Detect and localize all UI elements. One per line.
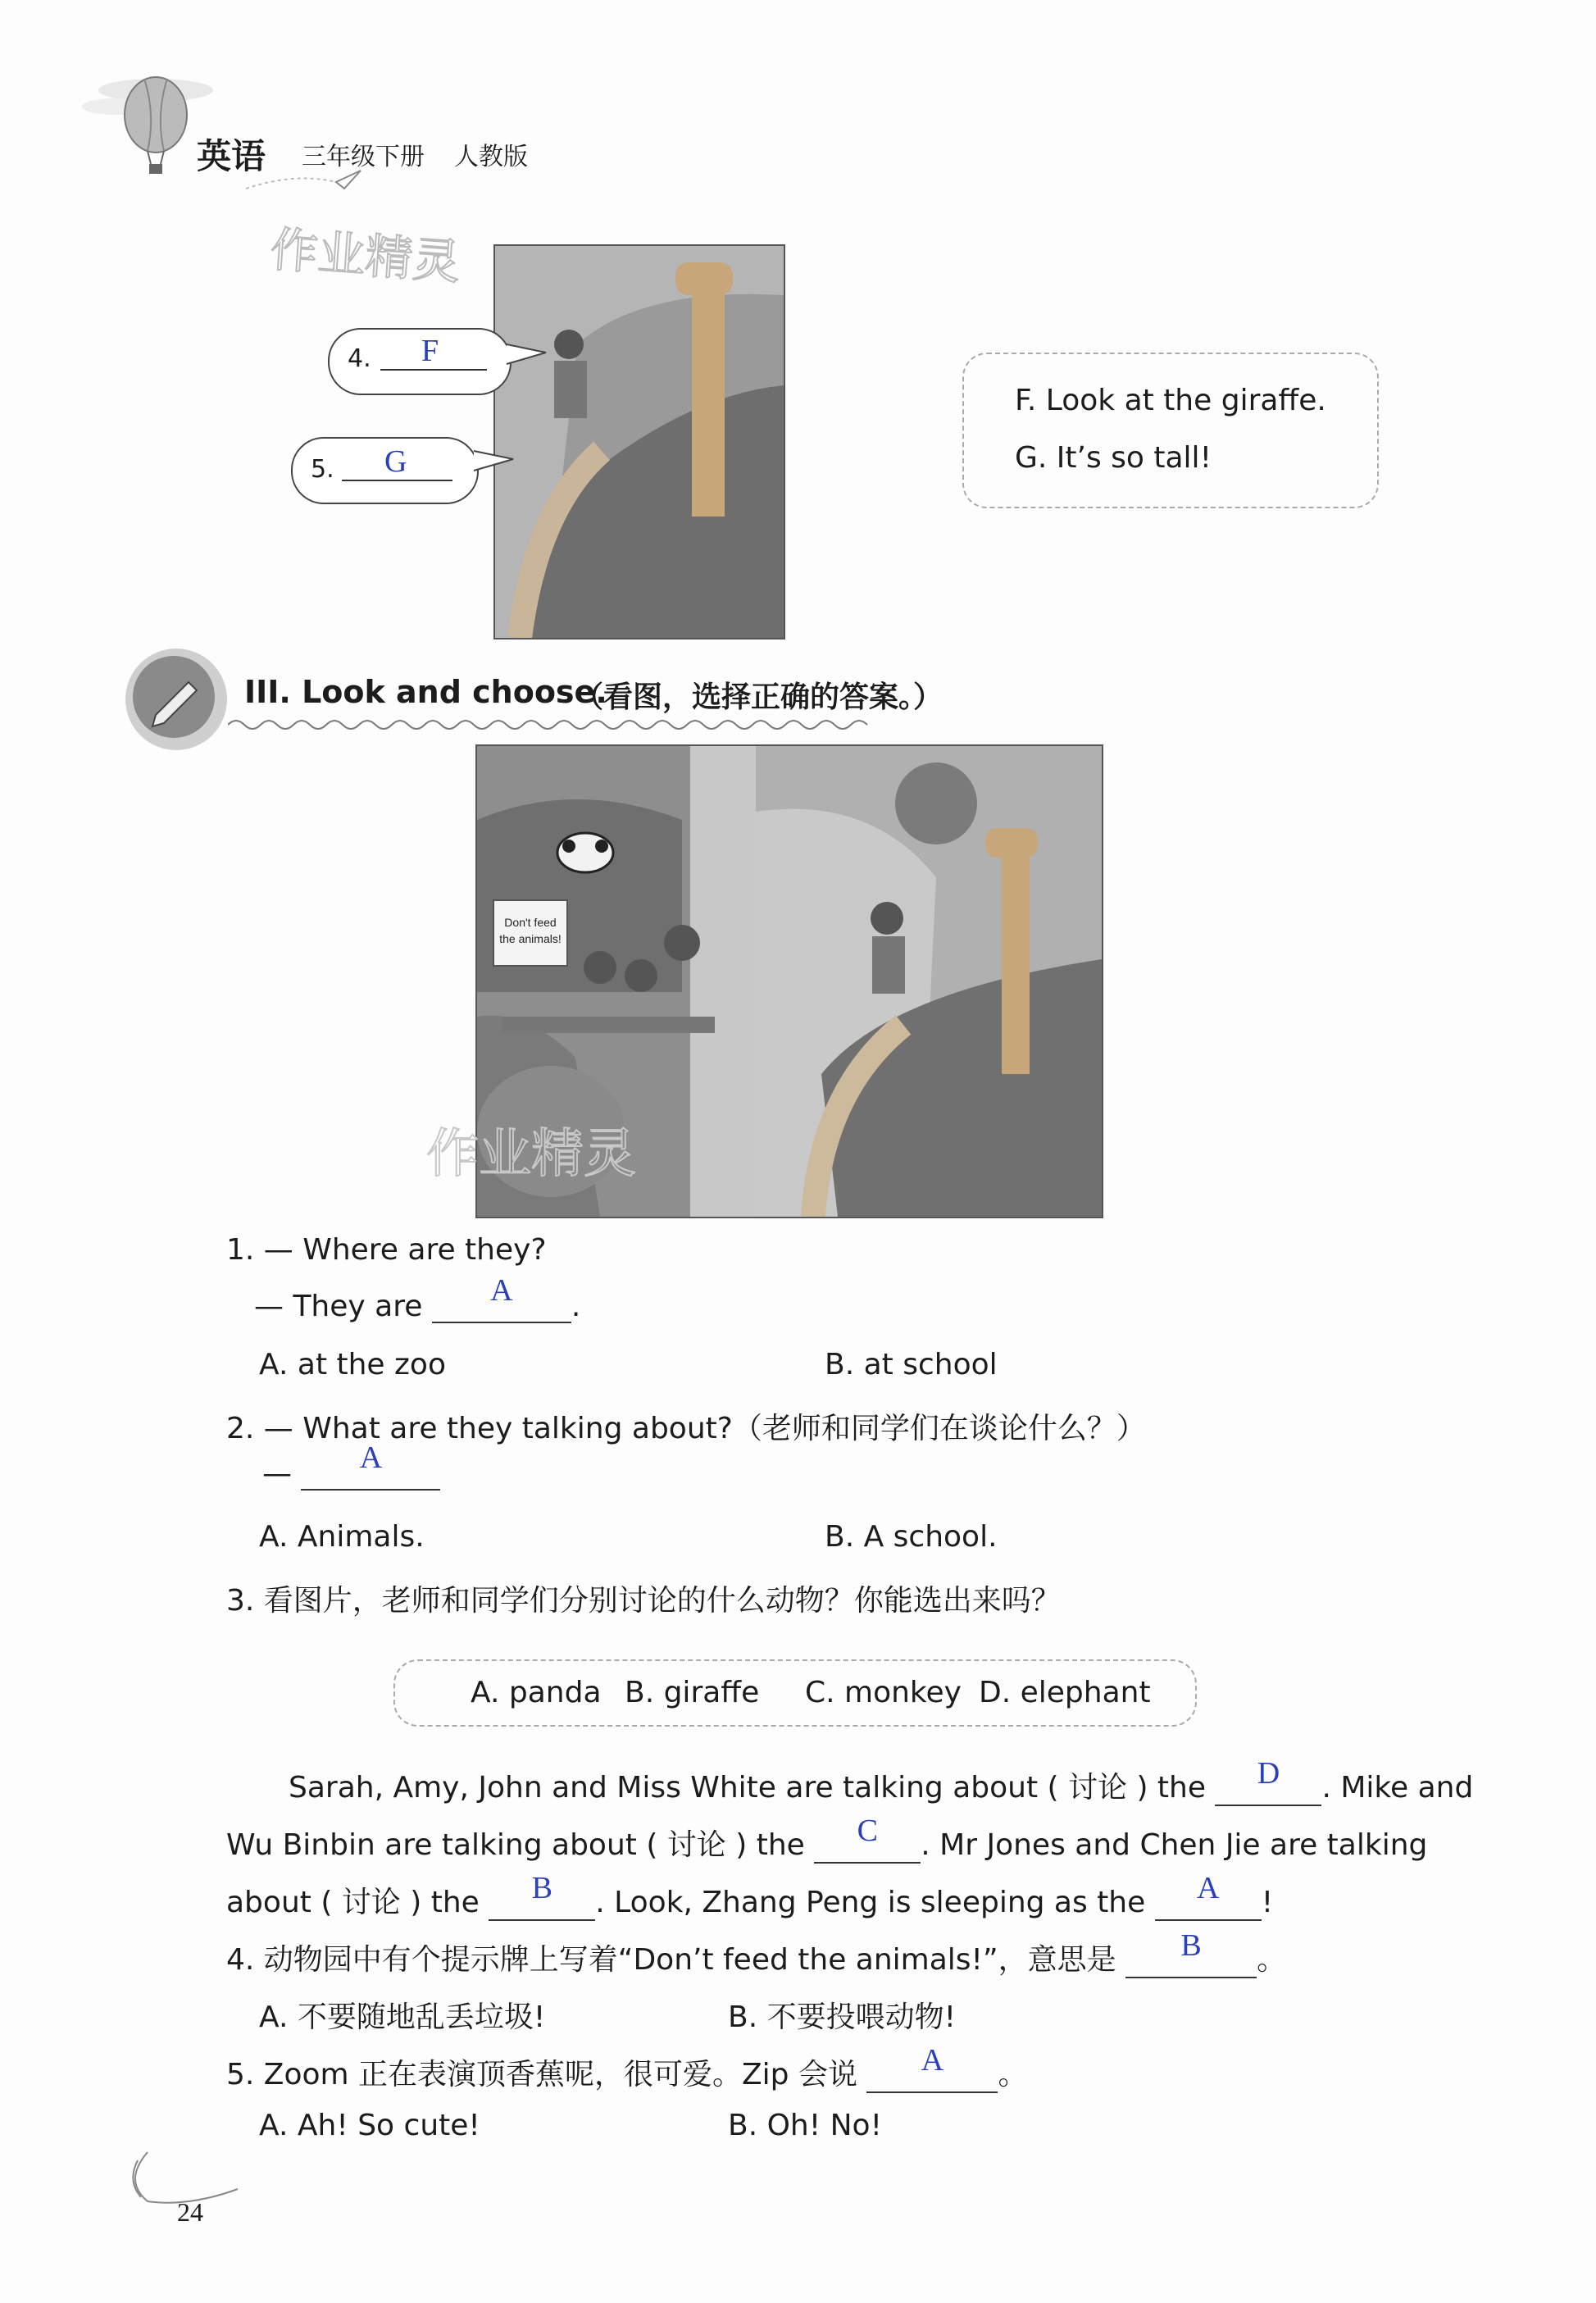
q4-answer-blank[interactable] xyxy=(1125,1928,1257,1978)
speech-bubble-5 xyxy=(291,437,479,504)
q3-text-4: . Mr Jones and Chen Jie are talking xyxy=(921,1828,1428,1862)
q5-end: 。 xyxy=(998,2058,1028,2091)
q5-option-b: B. Oh! No! xyxy=(728,2109,882,2142)
watermark-top: 作业精灵 xyxy=(268,221,462,290)
q1-answer: A xyxy=(490,1273,513,1308)
sign-line2: the animals! xyxy=(499,932,562,945)
q3-option-panda: A. panda xyxy=(471,1676,602,1709)
q3-answer-4: A xyxy=(1197,1871,1220,1905)
header-book: 三年级下册 xyxy=(302,143,425,171)
q4-end: 。 xyxy=(1257,1943,1287,1977)
q1-answer-suffix: . xyxy=(571,1290,581,1323)
q3-text-3: Wu Binbin are talking about ( 讨论 ) the xyxy=(226,1828,805,1862)
q3-text-6: . Look, Zhang Peng is sleeping as the xyxy=(595,1886,1146,1919)
q5-question xyxy=(226,2043,1028,2093)
q3-text-1: Sarah, Amy, John and Miss White are talking about ( 讨论 ) the xyxy=(289,1771,1207,1805)
q3-text-7: ! xyxy=(1261,1886,1274,1919)
paper-plane-icon xyxy=(246,164,369,197)
section-title: III. Look and choose. xyxy=(244,674,607,710)
q1-answer-line xyxy=(254,1273,581,1323)
q1-question: 1. — Where are they? xyxy=(226,1233,547,1267)
answer-blank-5[interactable] xyxy=(342,480,452,481)
q2-answer: A xyxy=(359,1441,383,1475)
q1-option-a: A. at the zoo xyxy=(259,1348,446,1381)
page-number: 24 xyxy=(177,2197,203,2227)
section-subtitle: （看图，选择正确的答案。） xyxy=(574,680,944,714)
q3-blank-1[interactable] xyxy=(1215,1756,1321,1806)
q1-option-b: B. at school xyxy=(825,1348,998,1381)
q1-answer-blank[interactable] xyxy=(432,1273,571,1323)
q3-paragraph-line3 xyxy=(226,1871,1274,1921)
bubble-tail-5 xyxy=(472,443,521,476)
q3-text-5: about ( 讨论 ) the xyxy=(226,1886,480,1919)
q2-answer-line xyxy=(262,1441,440,1491)
q5-text: 5. Zoom 正在表演顶香蕉呢，很可爱。Zip 会说 xyxy=(226,2058,857,2091)
q3-options-box xyxy=(393,1659,1197,1727)
q3-answer-3: B xyxy=(531,1871,552,1905)
q4-option-b: B. 不要投喂动物! xyxy=(728,2000,957,2034)
item-number-5: 5. xyxy=(311,455,334,484)
sign-line1: Don't feed xyxy=(504,916,557,929)
answer-blank-4[interactable] xyxy=(380,369,487,371)
q4-option-a: A. 不要随地乱丢垃圾! xyxy=(259,2000,546,2034)
q5-answer-blank[interactable] xyxy=(866,2043,998,2093)
q3-option-giraffe: B. giraffe xyxy=(625,1676,760,1709)
q3-answer-2: C xyxy=(857,1814,878,1848)
q3-paragraph-line1 xyxy=(289,1756,1474,1806)
q3-text-2: . Mike and xyxy=(1321,1771,1474,1805)
q2-answer-blank[interactable] xyxy=(301,1441,440,1491)
pencil-icon xyxy=(123,646,230,753)
q5-option-a: A. Ah! So cute! xyxy=(259,2109,480,2142)
option-g: G. It’s so tall! xyxy=(1015,441,1212,475)
item-number-4: 4. xyxy=(348,344,371,373)
options-box xyxy=(962,353,1379,508)
answer-4: F xyxy=(421,334,439,368)
q3-option-monkey: C. monkey xyxy=(805,1676,962,1709)
q3-blank-3[interactable] xyxy=(489,1871,595,1921)
bubble-tail-4 xyxy=(505,336,554,369)
q2-dash: — xyxy=(262,1457,292,1491)
q2-option-b: B. A school. xyxy=(825,1520,998,1554)
q3-question: 3. 看图片，老师和同学们分别讨论的什么动物？你能选出来吗？ xyxy=(226,1584,1061,1618)
q3-blank-4[interactable] xyxy=(1155,1871,1262,1921)
q3-paragraph-line2 xyxy=(226,1814,1428,1864)
q1-answer-prefix: — They are xyxy=(254,1290,423,1323)
q5-answer: A xyxy=(921,2043,944,2078)
answer-5: G xyxy=(384,444,407,479)
q3-blank-2[interactable] xyxy=(814,1814,921,1864)
speech-bubble-4 xyxy=(328,328,512,395)
q2-option-a: A. Animals. xyxy=(259,1520,425,1554)
q4-text: 4. 动物园中有个提示牌上写着“Don’t feed the animals!”，意思是 xyxy=(226,1943,1116,1977)
q3-option-elephant: D. elephant xyxy=(979,1676,1151,1709)
giraffe-photo xyxy=(493,244,785,639)
option-f: F. Look at the giraffe. xyxy=(1015,384,1326,417)
q2-question: 2. — What are they talking about?（老师和同学们在谈论什么？） xyxy=(226,1412,1146,1445)
header-edition: 人教版 xyxy=(454,143,528,171)
watermark-middle: 作业精灵 xyxy=(426,1124,636,1185)
q4-question xyxy=(226,1928,1287,1978)
header-subject: 英语 xyxy=(197,136,266,176)
wavy-divider xyxy=(228,717,966,733)
q4-answer: B xyxy=(1180,1928,1202,1963)
q3-answer-1: D xyxy=(1257,1756,1280,1791)
